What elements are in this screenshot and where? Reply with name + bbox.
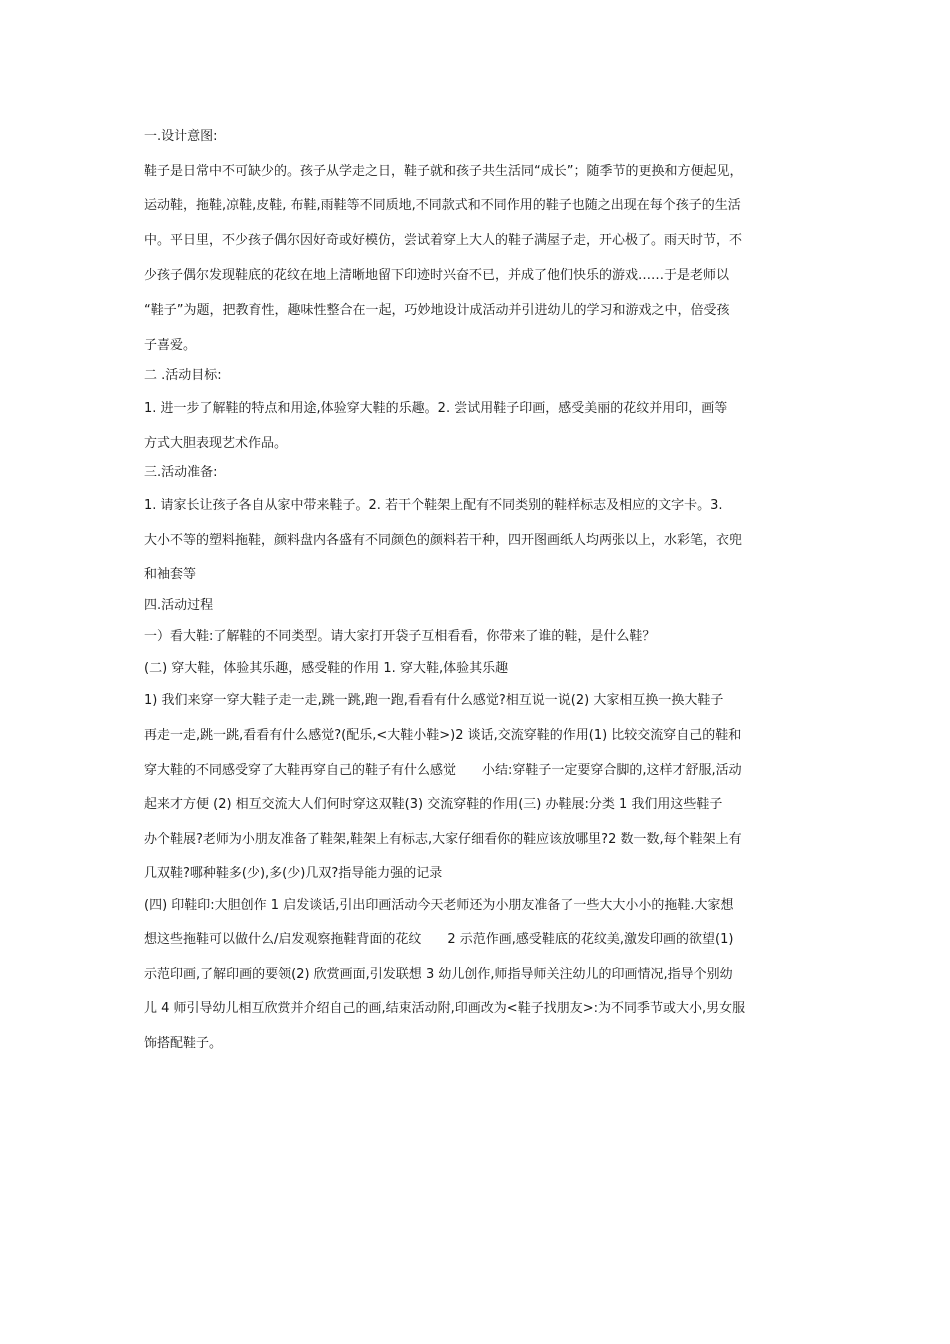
paragraph-line: 穿大鞋的不同感受穿了大鞋再穿自己的鞋子有什么感觉 小结:穿鞋子一定要穿合脚的,这样才舒服,活动 xyxy=(144,763,742,778)
paragraph-line: 几双鞋?哪种鞋多(少),多(少)几双?指导能力强的记录 xyxy=(144,866,443,881)
paragraph-line: 办个鞋展?老师为小朋友准备了鞋架,鞋架上有标志,大家仔细看你的鞋应该放哪里?2 数一数,每个鞋架上有 xyxy=(144,832,742,847)
paragraph-line: (二) 穿大鞋，体验其乐趣，感受鞋的作用 1. 穿大鞋,体验其乐趣 xyxy=(144,661,509,676)
paragraph-line: 示范印画,了解印画的要领(2) 欣赏画面,引发联想 3 幼儿创作,师指导师关注幼儿的印画情况,指导个别幼 xyxy=(144,967,733,982)
paragraph-line: 1. 进一步了解鞋的特点和用途,体验穿大鞋的乐趣。2. 尝试用鞋子印画，感受美丽的花纹并用印，画等 xyxy=(144,401,728,416)
paragraph-line: 少孩子偶尔发现鞋底的花纹在地上清晰地留下印迹时兴奋不已，并成了他们快乐的游戏……于是老师以 xyxy=(144,268,730,283)
paragraph-line: 1. 请家长让孩子各自从家中带来鞋子。2. 若干个鞋架上配有不同类别的鞋样标志及相应的文字卡。3. xyxy=(144,498,723,513)
paragraph-line: 鞋子是日常中不可缺少的。孩子从学走之日，鞋子就和孩子共生活同“成长”；随季节的更换和方便起见， xyxy=(144,164,743,179)
paragraph-line: 一）看大鞋:了解鞋的不同类型。请大家打开袋子互相看看，你带来了谁的鞋，是什么鞋？ xyxy=(144,629,656,644)
paragraph-line: 中。平日里，不少孩子偶尔因好奇或好模仿，尝试着穿上大人的鞋子满屋子走，开心极了。雨天时节，不 xyxy=(144,233,743,248)
heading-activity-process: 四.活动过程 xyxy=(144,598,214,613)
paragraph-line: 运动鞋，拖鞋,凉鞋,皮鞋, 布鞋,雨鞋等不同质地,不同款式和不同作用的鞋子也随之出现在每个孩子的生活 xyxy=(144,198,741,213)
paragraph-line: 饰搭配鞋子。 xyxy=(144,1036,223,1051)
heading-design-intent: 一.设计意图: xyxy=(144,129,218,144)
paragraph-line: 儿 4 师引导幼儿相互欣赏并介绍自己的画,结束活动附,印画改为<鞋子找朋友>:为不同季节或大小,男女服 xyxy=(144,1001,746,1016)
paragraph-line: (四) 印鞋印:大胆创作 1 启发谈话,引出印画活动今天老师还为小朋友准备了一些大大小小的拖鞋.大家想 xyxy=(144,898,734,913)
paragraph-line: 1) 我们来穿一穿大鞋子走一走,跳一跳,跑一跑,看看有什么感觉?相互说一说(2) 大家相互换一换大鞋子 xyxy=(144,693,724,708)
paragraph-line: 和袖套等 xyxy=(144,567,197,582)
paragraph-line: 想这些拖鞋可以做什么/启发观察拖鞋背面的花纹 2 示范作画,感受鞋底的花纹美,激发印画的欲望(1) xyxy=(144,932,734,947)
paragraph-line: 大小不等的塑料拖鞋，颜料盘内各盛有不同颜色的颜料若干种，四开图画纸人均两张以上，水彩笔，衣兜 xyxy=(144,533,743,548)
paragraph-line: 方式大胆表现艺术作品。 xyxy=(144,436,288,451)
paragraph-line: 子喜爱。 xyxy=(144,338,197,353)
paragraph-line: “鞋子”为题，把教育性，趣味性整合在一起，巧妙地设计成活动并引进幼儿的学习和游戏之中，倍受孩 xyxy=(144,303,730,318)
heading-activity-goals: 二 .活动目标: xyxy=(144,368,222,383)
paragraph-line: 再走一走,跳一跳,看看有什么感觉?(配乐,<大鞋小鞋>)2 谈话,交流穿鞋的作用(1) 比较交流穿自己的鞋和 xyxy=(144,728,742,743)
paragraph-line: 起来才方便 (2) 相互交流大人们何时穿这双鞋(3) 交流穿鞋的作用(三) 办鞋展:分类 1 我们用这些鞋子 xyxy=(144,797,723,812)
heading-activity-prep: 三.活动准备: xyxy=(144,465,218,480)
